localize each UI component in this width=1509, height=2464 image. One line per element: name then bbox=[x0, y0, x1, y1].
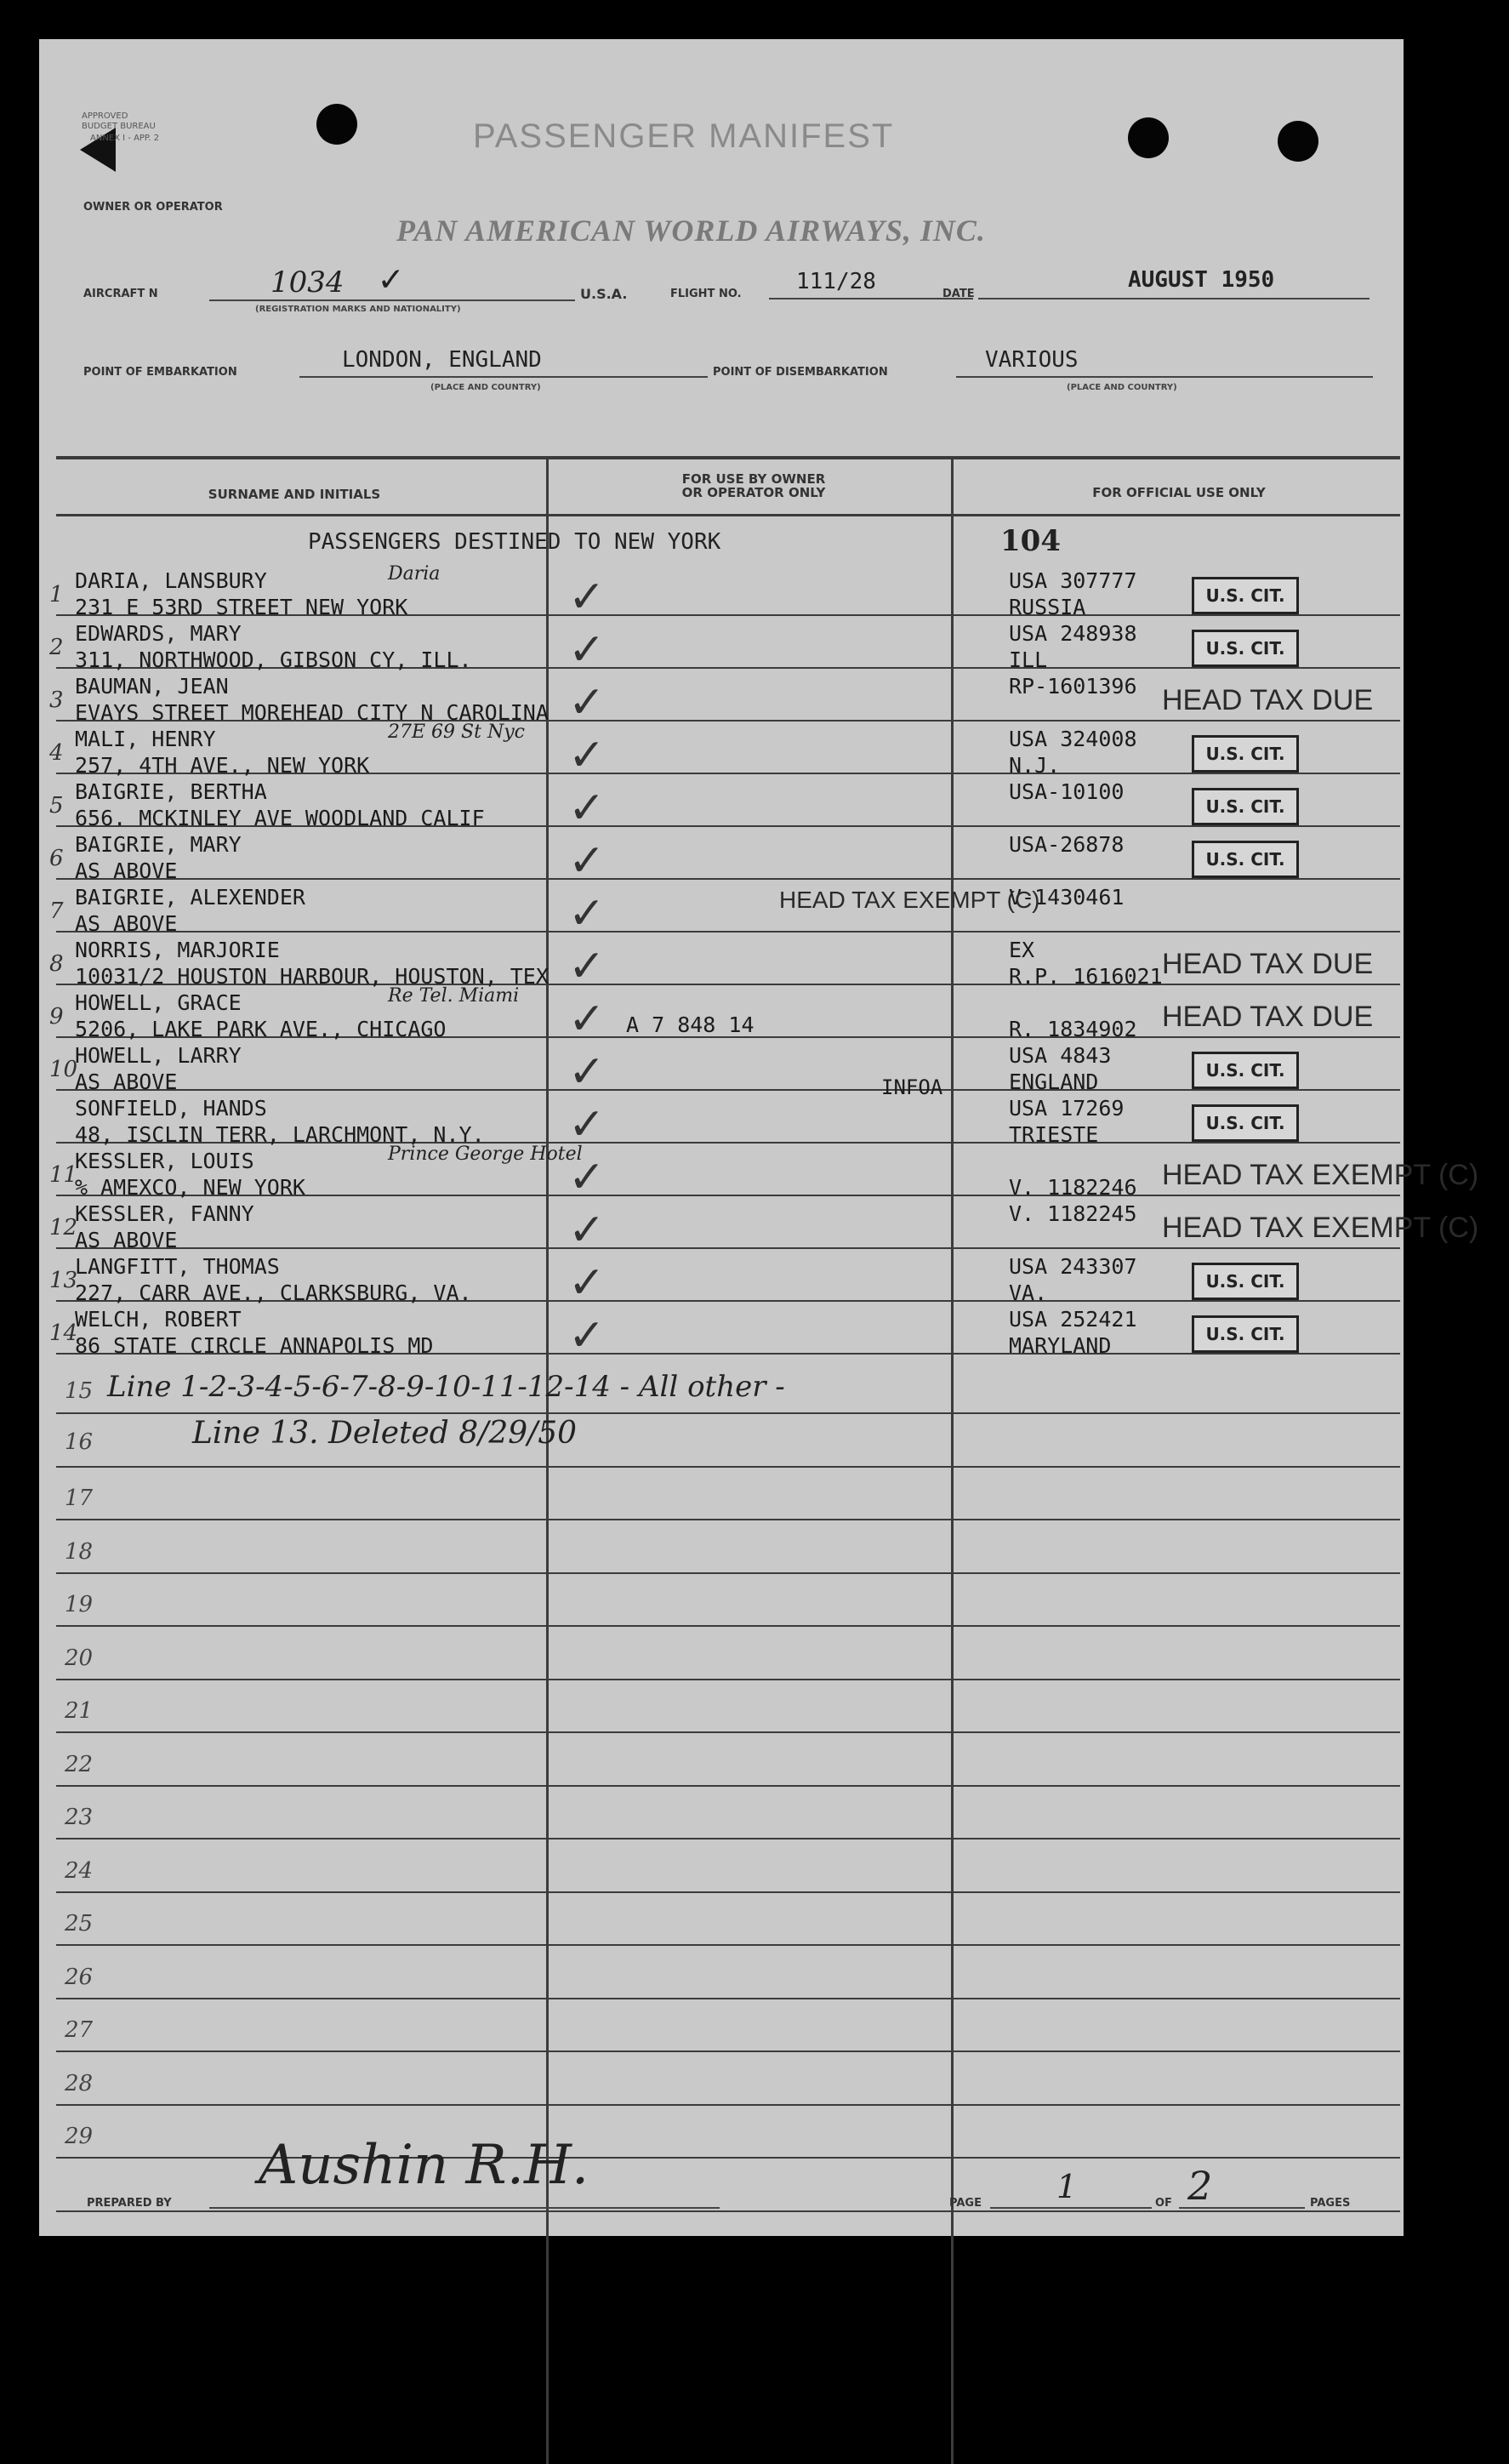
passenger-name: HOWELL, LARRY bbox=[75, 1043, 242, 1068]
passenger-address: 10031/2 HOUSTON HARBOUR, HOUSTON, TEX bbox=[75, 964, 549, 989]
passenger-name: BAIGRIE, ALEXENDER bbox=[75, 885, 305, 910]
official-entry-1: RP-1601396 bbox=[1009, 674, 1137, 699]
owner-note: INFOA bbox=[881, 1075, 943, 1099]
registration-caption: (REGISTRATION MARKS AND NATIONALITY) bbox=[255, 305, 461, 314]
name-handwritten-note: Prince George Hotel bbox=[388, 1144, 583, 1165]
passenger-address: 5206, LAKE PARK AVE., CHICAGO bbox=[75, 1017, 447, 1041]
row-rule bbox=[56, 1572, 1400, 1574]
of-value: 2 bbox=[1187, 2163, 1213, 2209]
row-number: 6 bbox=[49, 846, 64, 871]
check-mark: ✓ bbox=[568, 836, 606, 887]
approved-text: APPROVED bbox=[82, 111, 128, 121]
row-number: 22 bbox=[65, 1751, 94, 1777]
us-citizen-stamp: U.S. CIT. bbox=[1192, 841, 1299, 878]
row-number: 9 bbox=[49, 1004, 64, 1030]
embark-value: LONDON, ENGLAND bbox=[342, 347, 542, 373]
row-number: 27 bbox=[65, 2017, 94, 2043]
embark-caption: (PLACE AND COUNTRY) bbox=[430, 383, 541, 392]
list-item bbox=[49, 722, 1383, 783]
us-citizen-stamp: U.S. CIT. bbox=[1192, 735, 1299, 773]
passenger-address: 231 E 53RD STREET NEW YORK bbox=[75, 595, 408, 619]
official-entry-2: RUSSIA bbox=[1009, 595, 1086, 619]
passenger-name: KESSLER, FANNY bbox=[75, 1201, 254, 1226]
us-citizen-stamp: U.S. CIT. bbox=[1192, 630, 1299, 667]
page-value: 1 bbox=[1056, 2168, 1078, 2205]
row-number: 13 bbox=[49, 1268, 78, 1293]
row-number: 16 bbox=[65, 1429, 94, 1455]
flight-value: 111/28 bbox=[796, 269, 876, 294]
form-ref-text: BUDGET BUREAU bbox=[82, 122, 156, 131]
list-item bbox=[49, 1043, 1383, 1099]
row-number: 4 bbox=[49, 740, 64, 766]
us-citizen-stamp: U.S. CIT. bbox=[1192, 1104, 1299, 1142]
official-entry-1: USA 324008 bbox=[1009, 727, 1137, 751]
row-number: 19 bbox=[65, 1592, 94, 1617]
prepared-label: PREPARED BY bbox=[87, 2197, 172, 2210]
check-mark: ✓ bbox=[568, 1152, 606, 1203]
passenger-address: AS ABOVE bbox=[75, 1228, 178, 1252]
list-item bbox=[49, 832, 1383, 888]
check-mark: ✓ bbox=[568, 1099, 606, 1150]
list-item bbox=[49, 779, 1383, 836]
passenger-name: EDWARDS, MARY bbox=[75, 621, 242, 646]
prepared-signature: Aushin R.H. bbox=[259, 2134, 589, 2197]
row-number: 14 bbox=[49, 1320, 78, 1346]
handwritten-note-line16: Line 13. Deleted 8/29/50 bbox=[192, 1416, 578, 1451]
section-heading: PASSENGERS DESTINED TO NEW YORK bbox=[308, 529, 721, 555]
passenger-address: 86 STATE CIRCLE ANNAPOLIS MD bbox=[75, 1333, 434, 1358]
name-handwritten-note: Re Tel. Miami bbox=[388, 985, 520, 1007]
pages-label: PAGES bbox=[1310, 2197, 1351, 2210]
company-name: PAN AMERICAN WORLD AIRWAYS, INC. bbox=[396, 214, 986, 248]
list-item bbox=[49, 938, 1383, 994]
passenger-name: HOWELL, GRACE bbox=[75, 990, 242, 1015]
passenger-address: 656. MCKINLEY AVE WOODLAND CALIF bbox=[75, 806, 485, 830]
passenger-name: SONFIELD, HANDS bbox=[75, 1096, 267, 1121]
row-rule bbox=[56, 1838, 1400, 1839]
passenger-name: MALI, HENRY bbox=[75, 727, 216, 751]
check-mark: ✓ bbox=[568, 783, 606, 834]
row-rule bbox=[56, 1998, 1400, 1999]
check-mark: ✓ bbox=[568, 1205, 606, 1256]
official-entry-1: USA 248938 bbox=[1009, 621, 1137, 646]
check-mark: ✓ bbox=[568, 677, 606, 728]
passenger-name: KESSLER, LOUIS bbox=[75, 1149, 254, 1173]
official-entry-1: USA 4843 bbox=[1009, 1043, 1112, 1068]
us-citizen-stamp: U.S. CIT. bbox=[1192, 1263, 1299, 1300]
official-entry-2: ENGLAND bbox=[1009, 1069, 1099, 1094]
row-number: 15 bbox=[65, 1378, 94, 1404]
punch-hole bbox=[316, 104, 357, 145]
disembark-label: POINT OF DISEMBARKATION bbox=[713, 366, 888, 379]
check-mark: ✓ bbox=[568, 1310, 606, 1361]
head-tax-note: HEAD TAX DUE bbox=[1162, 684, 1374, 716]
row-number: 3 bbox=[49, 687, 64, 713]
official-entry-1: USA 307777 bbox=[1009, 568, 1137, 593]
check-mark: ✓ bbox=[568, 1258, 606, 1309]
table-header-rule bbox=[56, 514, 1400, 516]
row-rule bbox=[56, 2050, 1400, 2052]
passenger-name: BAIGRIE, BERTHA bbox=[75, 779, 267, 804]
col-surname-header: SURNAME AND INITIALS bbox=[208, 487, 381, 502]
row-number: 10 bbox=[49, 1057, 78, 1082]
official-entry-2: TRIESTE bbox=[1009, 1122, 1099, 1147]
row-number: 28 bbox=[65, 2070, 94, 2096]
official-entry-2: V. 1182246 bbox=[1009, 1175, 1137, 1200]
passenger-name: BAUMAN, JEAN bbox=[75, 674, 229, 699]
us-citizen-stamp: U.S. CIT. bbox=[1192, 1315, 1299, 1353]
passenger-name: BAIGRIE, MARY bbox=[75, 832, 242, 857]
passenger-address: % AMEXCO, NEW YORK bbox=[75, 1175, 305, 1200]
check-mark: ✓ bbox=[568, 625, 606, 676]
row-number: 5 bbox=[49, 793, 64, 818]
col-owner-header-1: FOR USE BY OWNER bbox=[681, 471, 826, 487]
row-rule bbox=[56, 1891, 1400, 1893]
official-entry-1: USA-26878 bbox=[1009, 832, 1125, 857]
name-handwritten-note: 27E 69 St Nyc bbox=[388, 722, 525, 743]
check-mark: ✓ bbox=[568, 1047, 606, 1098]
list-item bbox=[49, 1307, 1383, 1363]
row-number: 12 bbox=[49, 1215, 78, 1241]
head-tax-note: HEAD TAX EXEMPT (C) bbox=[1162, 1159, 1479, 1191]
check-mark: ✓ bbox=[568, 994, 606, 1045]
owner-note: HEAD TAX EXEMPT (C) bbox=[779, 887, 1040, 913]
passenger-address: 48, ISCLIN TERR, LARCHMONT, N.Y. bbox=[75, 1122, 485, 1147]
row-number: 8 bbox=[49, 951, 64, 977]
official-entry-1: USA 252421 bbox=[1009, 1307, 1137, 1332]
official-entry-2: VA. bbox=[1009, 1280, 1048, 1305]
flight-label: FLIGHT NO. bbox=[670, 288, 742, 300]
table-top-rule bbox=[56, 456, 1400, 459]
row-number: 18 bbox=[65, 1538, 94, 1565]
row-rule bbox=[56, 1519, 1400, 1520]
official-entry-1: USA-10100 bbox=[1009, 779, 1125, 804]
row-rule bbox=[56, 2157, 1400, 2159]
row-rule bbox=[56, 1625, 1400, 1627]
row-number: 26 bbox=[65, 1964, 94, 1990]
list-item bbox=[49, 1201, 1479, 1258]
row-rule bbox=[56, 2104, 1400, 2106]
list-item bbox=[49, 1254, 1383, 1310]
official-entry-1: EX bbox=[1009, 938, 1035, 962]
usa-label: U.S.A. bbox=[580, 286, 628, 302]
head-tax-note: HEAD TAX DUE bbox=[1162, 1001, 1374, 1033]
date-label: DATE bbox=[942, 288, 975, 300]
list-item bbox=[49, 563, 1383, 625]
list-item bbox=[49, 1144, 1479, 1205]
manifest-sheet bbox=[39, 39, 1479, 2236]
passenger-address: AS ABOVE bbox=[75, 911, 178, 936]
list-item bbox=[49, 674, 1383, 730]
row-number: 24 bbox=[65, 1857, 94, 1884]
embark-label: POINT OF EMBARKATION bbox=[83, 366, 237, 379]
row-number: 17 bbox=[65, 1486, 94, 1511]
disembark-caption: (PLACE AND COUNTRY) bbox=[1067, 383, 1177, 392]
row-rule bbox=[56, 1679, 1400, 1680]
check-mark: ✓ bbox=[568, 888, 606, 939]
row-rule bbox=[56, 1944, 1400, 1946]
row-number: 7 bbox=[49, 898, 64, 924]
passenger-address: 311, NORTHWOOD, GIBSON CY, ILL. bbox=[75, 647, 472, 672]
list-item bbox=[49, 985, 1383, 1047]
date-value: AUGUST 1950 bbox=[1128, 267, 1275, 293]
head-tax-note: HEAD TAX EXEMPT (C) bbox=[1162, 1212, 1479, 1244]
row-number: 29 bbox=[65, 2124, 94, 2149]
row-rule bbox=[56, 1412, 1400, 1414]
passenger-address: 227, CARR AVE., CLARKSBURG, VA. bbox=[75, 1280, 472, 1305]
of-label: OF bbox=[1155, 2197, 1172, 2210]
passenger-name: WELCH, ROBERT bbox=[75, 1307, 242, 1332]
official-entry-1: V-1430461 bbox=[1009, 885, 1125, 910]
list-item bbox=[49, 885, 1383, 941]
row-number: 21 bbox=[65, 1698, 94, 1724]
list-item bbox=[49, 621, 1383, 677]
owner-note: A 7 848 14 bbox=[626, 1012, 754, 1037]
official-entry-2: ILL bbox=[1009, 647, 1048, 672]
row-rule bbox=[56, 2210, 1400, 2212]
aircraft-value: 1034 bbox=[270, 265, 345, 299]
check-mark: ✓ bbox=[568, 730, 606, 781]
col-official-header: FOR OFFICIAL USE ONLY bbox=[1092, 485, 1266, 500]
row-number: 25 bbox=[65, 1911, 94, 1936]
aircraft-label: AIRCRAFT N bbox=[83, 288, 158, 300]
passenger-name: DARIA, LANSBURY bbox=[75, 568, 267, 593]
row-rule bbox=[56, 1731, 1400, 1733]
check-mark: ✓ bbox=[568, 572, 606, 623]
row-number: 2 bbox=[49, 635, 64, 660]
official-entry-1: V. 1182245 bbox=[1009, 1201, 1137, 1226]
official-entry-2: R. 1834902 bbox=[1009, 1017, 1137, 1041]
disembark-value: VARIOUS bbox=[985, 347, 1079, 373]
official-entry-1: USA 17269 bbox=[1009, 1096, 1125, 1121]
us-citizen-stamp: U.S. CIT. bbox=[1192, 788, 1299, 825]
row-number: 1 bbox=[49, 582, 64, 607]
official-entry-1: USA 243307 bbox=[1009, 1254, 1137, 1279]
official-count: 104 bbox=[1000, 524, 1061, 558]
col-owner-header-2: OR OPERATOR ONLY bbox=[681, 485, 826, 500]
official-entry-2: R.P. 1616021 bbox=[1009, 964, 1163, 989]
list-item bbox=[65, 1098, 1383, 1152]
row-number: 23 bbox=[65, 1805, 94, 1830]
punch-hole bbox=[1278, 121, 1318, 162]
name-handwritten-note: Daria bbox=[388, 563, 441, 585]
us-citizen-stamp: U.S. CIT. bbox=[1192, 1052, 1299, 1089]
owner-label: OWNER OR OPERATOR bbox=[83, 201, 223, 214]
handwritten-note-line15: Line 1-2-3-4-5-6-7-8-9-10-11-12-14 - All other - bbox=[107, 1370, 785, 1404]
check-mark: ✓ bbox=[568, 941, 606, 992]
official-entry-2: N.J. bbox=[1009, 753, 1061, 778]
annex-text: ANNEX I - APP. 2 bbox=[90, 134, 160, 143]
passenger-address: AS ABOVE bbox=[75, 1069, 178, 1094]
passenger-address: AS ABOVE bbox=[75, 858, 178, 883]
passenger-name: NORRIS, MARJORIE bbox=[75, 938, 280, 962]
row-rule bbox=[56, 1466, 1400, 1468]
passenger-address: 257, 4TH AVE., NEW YORK bbox=[75, 753, 370, 778]
us-citizen-stamp: U.S. CIT. bbox=[1192, 577, 1299, 614]
page-title: PASSENGER MANIFEST bbox=[473, 117, 895, 155]
punch-hole bbox=[1128, 117, 1169, 158]
official-entry-2: MARYLAND bbox=[1009, 1333, 1112, 1358]
passenger-address: EVAYS STREET MOREHEAD CITY N CAROLINA bbox=[75, 700, 549, 725]
row-number: 20 bbox=[65, 1645, 94, 1671]
page-label: PAGE bbox=[949, 2197, 982, 2210]
aircraft-check-mark: ✓ bbox=[379, 257, 402, 300]
passenger-name: LANGFITT, THOMAS bbox=[75, 1254, 280, 1279]
head-tax-note: HEAD TAX DUE bbox=[1162, 948, 1374, 980]
row-rule bbox=[56, 1785, 1400, 1787]
row-number: 11 bbox=[49, 1162, 78, 1188]
